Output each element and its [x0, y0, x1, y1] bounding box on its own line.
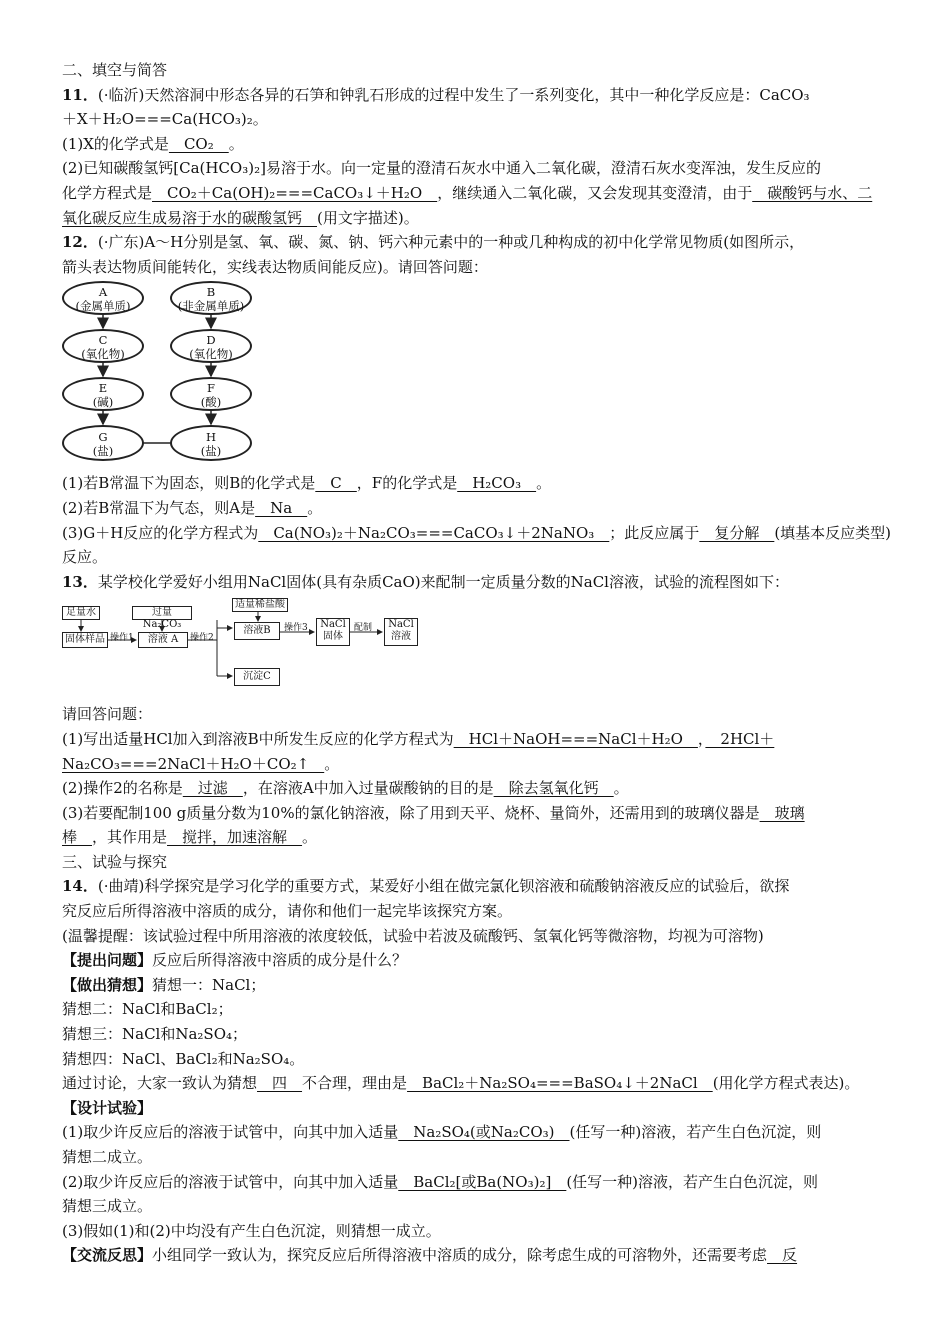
- flow-label-op1: 操作1: [110, 633, 134, 644]
- node-f: F (酸): [170, 377, 252, 411]
- question-13: 13．某学校化学爱好小组用NaCl固体(具有杂质CaO)来配制一定质量分数的NaCl溶液，试验的流程图如下： 足量水 过量Na₂CO₃ 固体样品 操作1 溶液 A 操作2 适量稀盐酸 溶液B 操作3 NaCl 固体 配制 NaCl 溶液 沉淀C 请回答问题： (1)写出适量HCl加入到溶液B中所发生反应的化学方程式为 HCl＋NaOH===NaCl＋H₂O ， 2HCl＋ Na₂CO₃===2NaCl＋H₂O＋CO₂↑ 。 (2)操作2的名称是 过滤 ，在溶液A中加入过量碳酸钠的目的是 除去氢氧化钙 。 (3)若要配制100 g质量分数为10%的氯化钠溶液，除了用到天平、烧杯、量筒外，还需用到的玻璃仪器是 玻璃 棒 ，其作用是 搅拌，加速溶解 。: [62, 570, 892, 850]
- answer: Ca(NO₃)₂＋Na₂CO₃===CaCO₃↓＋2NaNO₃: [258, 523, 610, 542]
- answer: 氧化碳反应生成易溶于水的碳酸氢钙: [62, 208, 318, 227]
- answer: Na: [255, 498, 308, 517]
- flow-box-solution-b: 溶液B: [234, 622, 280, 640]
- flow-box-nacl-solid: NaCl 固体: [316, 618, 350, 646]
- substance-relation-diagram: [62, 281, 892, 463]
- document-page: [62, 58, 892, 1268]
- question-11: 11．(·临沂)天然溶洞中形态各异的石笋和钟乳石形成的过程中发生了一系列变化，其中一种化学反应是：CaCO₃ ＋X＋H₂O===Ca(HCO₃)₂。 (1)X的化学式是 CO₂ 。 (2)已知碳酸氢钙[Ca(HCO₃)₂]易溶于水。向一定量的澄清石灰水中通入二氧化碳，澄清石灰水变浑浊，发生反应的 化学方程式是 CO₂＋Ca(OH)₂===CaCO₃↓＋H₂O ，继续通入二氧化碳，又会发现其变澄清，由于 碳酸钙与水、二 氧化碳反应生成易溶于水的碳酸氢钙 (用文字描述)。: [62, 85, 873, 227]
- question-number: 12．: [62, 233, 98, 252]
- answer: Na₂CO₃===2NaCl＋H₂O＋CO₂↑: [62, 754, 325, 773]
- answer: C: [315, 474, 357, 493]
- node-e: E (碱): [62, 377, 144, 411]
- answer: BaCl₂＋Na₂SO₄===BaSO₄↓＋2NaCl: [407, 1074, 713, 1093]
- section-title: 三、试验与探究: [62, 852, 168, 871]
- answer: 2HCl＋: [705, 729, 775, 748]
- question-number: 14．: [62, 877, 98, 896]
- answer: H₂CO₃: [457, 474, 537, 493]
- question-12: 12．(·广东)A～H分别是氢、氧、碳、氮、钠、钙六种元素中的一种或几种构成的初中化学常见物质(如图所示， 箭头表达物质间能转化，实线表达物质间能反应)。请回答问题： A (金属单质) C (氧化物) E (碱) G (盐) B (非金属单质) D (氧化物) F (酸) H (盐) (1)若B常温下为固态，则B的化学式是 C ，F的化学式是 H₂CO₃ 。 (2)若B常温下为气态，则A是 Na 。 (3)G＋H反应的化学方程式为 Ca(NO₃)₂＋Na₂CO₃===CaCO₃↓＋2NaNO₃ ；此反应属于 复分解 (填基本反应类型) 反应。: [62, 233, 892, 567]
- experiment-flowchart: [62, 599, 892, 694]
- node-a: A (金属单质): [62, 281, 144, 315]
- flow-label-prepare: 配制: [354, 623, 373, 634]
- answer: CO₂＋Ca(OH)₂===CaCO₃↓＋H₂O: [152, 183, 438, 202]
- flow-box-solid-sample: 固体样品: [62, 632, 108, 648]
- flow-box-solution-a: 溶液 A: [138, 632, 188, 648]
- question-14: 14．(·曲靖)科学探究是学习化学的重要方式，某爱好小组在做完氯化钡溶液和硫酸钠溶液反应的试验后，欲探 究反应后所得溶液中溶质的成分，请你和他们一起完毕该探究方案。 (温馨提醒：该试验过程中所用溶液的浓度较低，试验中若波及硫酸钙、氢氧化钙等微溶物，均视为可溶物) 【提出问题】反应后所得溶液中溶质的成分是什么？ 【做出猜想】猜想一：NaCl； 猜想二：NaCl和BaCl₂； 猜想三：NaCl和Na₂SO₄； 猜想四：NaCl、BaCl₂和Na₂SO₄。 通过讨论，大家一致认为猜想 四 不合理，理由是 BaCl₂＋Na₂SO₄===BaSO₄↓＋2NaCl (用化学方程式表达)。 【设计试验】 (1)取少许反应后的溶液于试管中，向其中加入适量 Na₂SO₄(或Na₂CO₃) (任写一种)溶液，若产生白色沉淀，则 猜想二成立。 (2)取少许反应后的溶液于试管中，向其中加入适量 BaCl₂[或Ba(NO₃)₂] (任写一种)溶液，若产生白色沉淀，则 猜想三成立。 (3)假如(1)和(2)中均没有产生白色沉淀，则猜想一成立。 【交流反思】小组同学一致认为，探究反应后所得溶液中溶质的成分，除考虑生成的可溶物外，还需要考虑 反: [62, 877, 860, 1265]
- node-h: H (盐): [170, 425, 252, 461]
- section-title: 二、填空与简答: [62, 61, 168, 79]
- question-number: 13．: [62, 572, 98, 591]
- flow-box-nacl-solution: NaCl 溶液: [384, 618, 418, 646]
- flow-box-dilute-hcl: 适量稀盐酸: [232, 598, 288, 612]
- question-number: 11．: [62, 85, 98, 104]
- answer: HCl＋NaOH===NaCl＋H₂O: [453, 729, 698, 748]
- node-d: D (氧化物): [170, 329, 252, 363]
- node-g: G (盐): [62, 425, 144, 461]
- node-c: C (氧化物): [62, 329, 144, 363]
- answer: 棒: [62, 828, 93, 847]
- flow-box-sodium-carbonate: 过量Na₂CO₃: [132, 606, 192, 620]
- answer: 玻璃: [759, 803, 805, 822]
- answer: 四: [257, 1074, 303, 1093]
- answer: CO₂: [168, 134, 229, 153]
- answer: Na₂SO₄(或Na₂CO₃): [398, 1123, 570, 1142]
- node-b: B (非金属单质): [170, 281, 252, 315]
- flow-box-precipitate-c: 沉淀C: [234, 668, 280, 686]
- answer: 反: [767, 1246, 798, 1265]
- flow-label-op2: 操作2: [190, 633, 214, 644]
- answer: 过滤: [182, 779, 243, 798]
- answer: BaCl₂[或Ba(NO₃)₂]: [398, 1172, 567, 1191]
- answer: 复分解: [699, 523, 775, 542]
- flow-label-op3: 操作3: [284, 623, 308, 634]
- answer: 除去氢氧化钙: [493, 779, 614, 798]
- flow-box-water: 足量水: [62, 606, 100, 620]
- answer: 搅拌，加速溶解: [167, 828, 303, 847]
- answer: 碳酸钙与水、二: [752, 183, 873, 202]
